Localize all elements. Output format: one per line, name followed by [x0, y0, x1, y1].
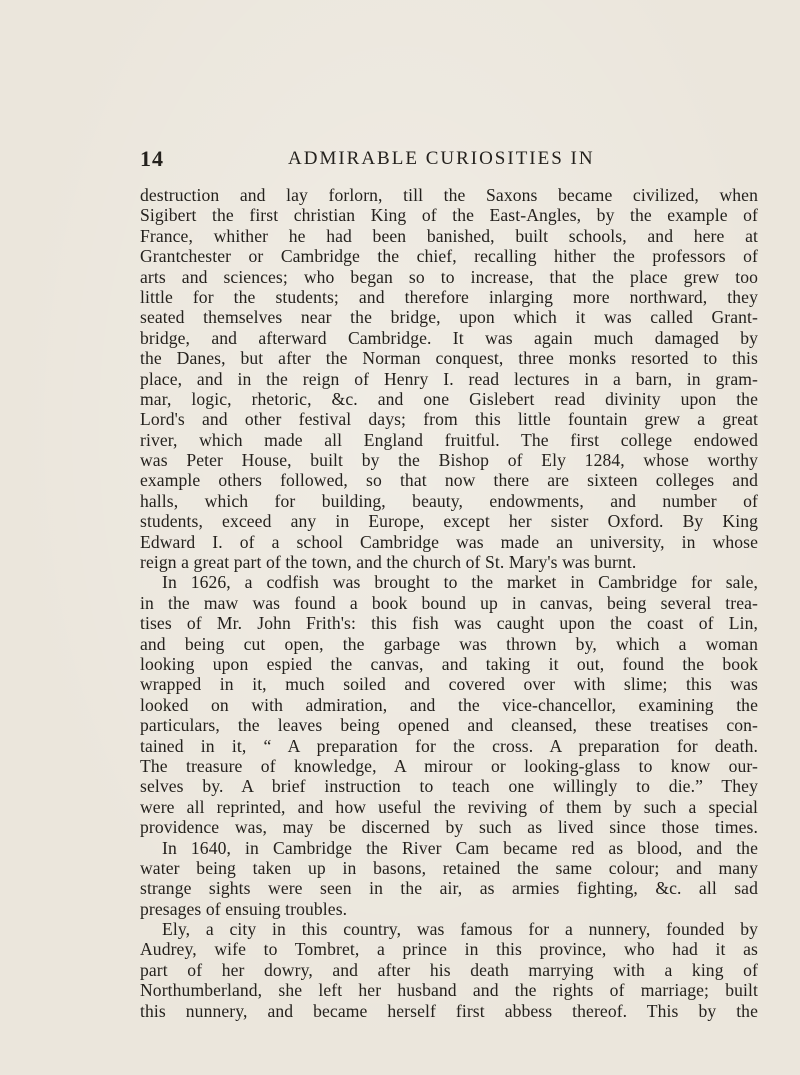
text-line: tises of Mr. John Frith's: this fish was caught upon the coast of Lin, [140, 613, 758, 634]
text-line: seated themselves near the bridge, upon which it was called Grant- [140, 307, 758, 328]
text-line: halls, which for building, beauty, endowments, and number of [140, 490, 758, 511]
text-line: arts and sciences; who began so to increase, that the place grew too [140, 266, 758, 287]
text-line: In 1626, a codfish was brought to the market in Cambridge for sale, [162, 572, 758, 593]
text-line: destruction and lay forlorn, till the Saxons became civilized, when [140, 185, 758, 205]
text-line: the Danes, but after the Norman conquest, three monks resorted to this [140, 348, 758, 369]
text-line: selves by. A brief instruction to teach one willingly to die.” They [140, 776, 758, 797]
text-line: were all reprinted, and how useful the reviving of them by such a special [140, 796, 758, 817]
text-line: river, which made all England fruitful. The first college endowed [140, 429, 758, 450]
page-number: 14 [140, 146, 164, 171]
text-line: in the maw was found a book bound up in canvas, being several trea- [140, 592, 758, 613]
text-line: Sigibert the first christian King of the East-Angles, by the example of [140, 205, 758, 226]
text-line: reign a great part of the town, and the church of St. Mary's was burnt. [140, 552, 637, 573]
text-line: wrapped in it, much soiled and covered over with slime; this was [140, 674, 758, 695]
text-line: bridge, and afterward Cambridge. It was again much damaged by [140, 327, 758, 348]
text-line: and being cut open, the garbage was thrown by, which a woman [140, 633, 758, 654]
text-line: water being taken up in basons, retained the same colour; and many [140, 857, 758, 878]
text-line: Lord's and other festival days; from this little fountain grew a great [140, 409, 758, 430]
body-text [140, 185, 758, 1021]
text-line: particulars, the leaves being opened and cleansed, these treatises con- [140, 715, 758, 736]
text-line: presages of ensuing troubles. [140, 898, 348, 919]
text-line: France, whither he had been banished, built schools, and here at [140, 225, 758, 246]
text-line: was Peter House, built by the Bishop of Ely 1284, whose worthy [140, 450, 758, 471]
text-line: strange sights were seen in the air, as armies fighting, &c. all sad [140, 878, 758, 899]
text-line: Ely, a city in this country, was famous for a nunnery, founded by [162, 919, 758, 940]
text-line: tained in it, “ A preparation for the cross. A preparation for death. [140, 735, 758, 756]
text-line: The treasure of knowledge, A mirour or looking-glass to know our- [140, 755, 758, 776]
text-line: mar, logic, rhetoric, &c. and one Gislebert read divinity upon the [140, 388, 758, 409]
text-line: In 1640, in Cambridge the River Cam became red as blood, and the [162, 837, 758, 858]
text-line: this nunnery, and became herself first abbess thereof. This by the [140, 1000, 758, 1021]
text-line: Audrey, wife to Tombret, a prince in this province, who had it as [140, 939, 758, 960]
text-line: providence was, may be discerned by such as lived since those times. [140, 817, 758, 838]
running-head: ADMIRABLE CURIOSITIES IN [288, 148, 595, 169]
text-line: little for the students; and therefore inlarging more northward, they [140, 286, 758, 307]
text-line: Northumberland, she left her husband and the rights of marriage; built [140, 980, 758, 1001]
text-line: place, and in the reign of Henry I. read lectures in a barn, in gram- [140, 368, 758, 389]
text-line: students, exceed any in Europe, except her sister Oxford. By King [140, 511, 758, 532]
text-line: looked on with admiration, and the vice-chancellor, examining the [140, 694, 758, 715]
text-line: part of her dowry, and after his death marrying with a king of [140, 959, 758, 980]
text-line: Edward I. of a school Cambridge was made an university, in whose [140, 531, 758, 552]
text-line: looking upon espied the canvas, and taking it out, found the book [140, 653, 758, 674]
page-header [140, 146, 740, 172]
text-line: Grantchester or Cambridge the chief, recalling hither the professors of [140, 246, 758, 267]
text-line: example others followed, so that now there are sixteen colleges and [140, 470, 758, 491]
